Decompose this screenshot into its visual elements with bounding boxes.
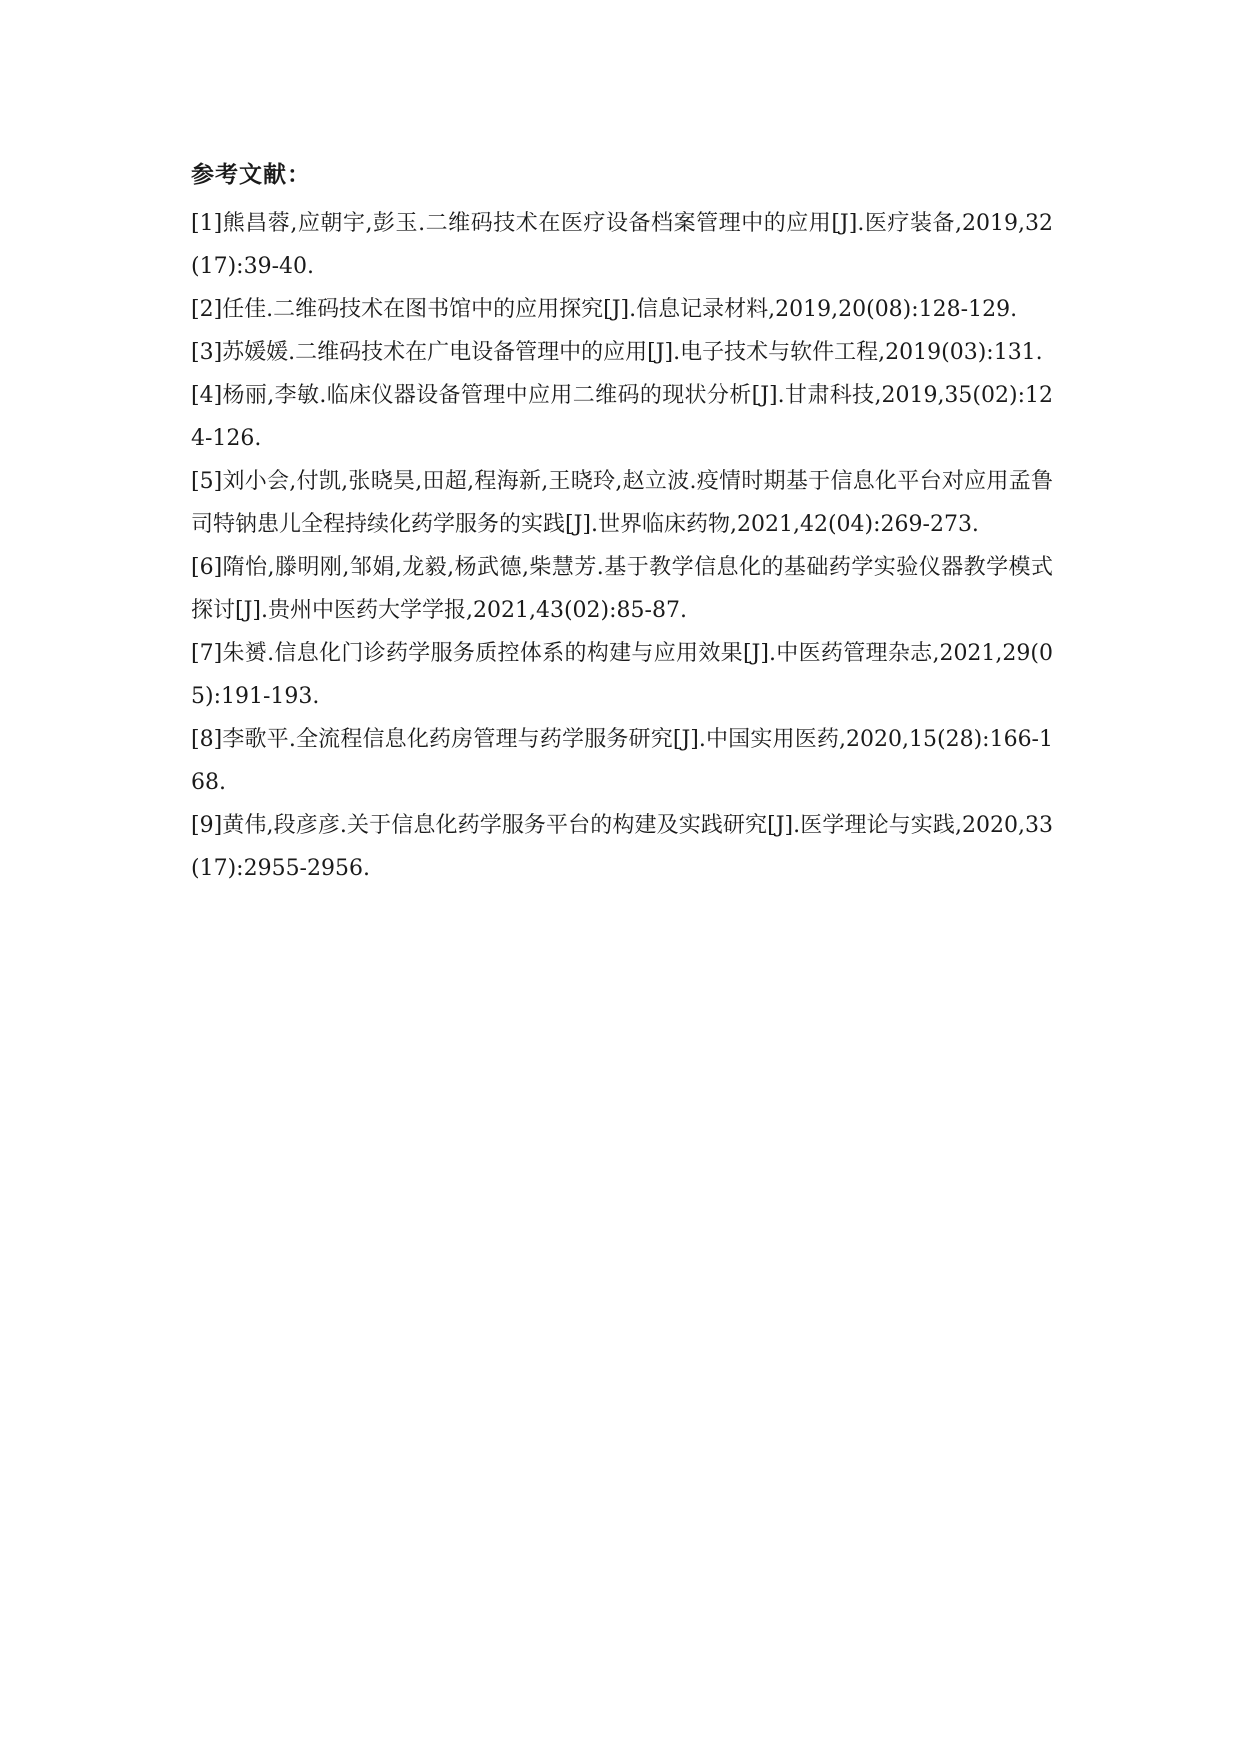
reference-item-4: [4]杨丽,李敏.临床仪器设备管理中应用二维码的现状分析[J].甘肃科技,2019,35(02):124-126. xyxy=(191,383,1053,451)
reference-item-5: [5]刘小会,付凯,张晓昊,田超,程海新,王晓玲,赵立波.疫情时期基于信息化平台对应用孟鲁司特钠患儿全程持续化药学服务的实践[J].世界临床药物,2021,42(04):269-273. xyxy=(191,469,1053,537)
reference-list xyxy=(191,202,1053,890)
reference-item-3: [3]苏媛媛.二维码技术在广电设备管理中的应用[J].电子技术与软件工程,2019(03):131. xyxy=(191,340,1043,365)
reference-item-1: [1]熊昌蓉,应朝宇,彭玉.二维码技术在医疗设备档案管理中的应用[J].医疗装备,2019,32(17):39-40. xyxy=(191,211,1053,279)
reference-item-2: [2]任佳.二维码技术在图书馆中的应用探究[J].信息记录材料,2019,20(08):128-129. xyxy=(191,297,1018,322)
reference-item-9: [9]黄伟,段彦彦.关于信息化药学服务平台的构建及实践研究[J].医学理论与实践,2020,33(17):2955-2956. xyxy=(191,813,1053,881)
references-section xyxy=(191,160,1053,890)
reference-item-7: [7]朱赟.信息化门诊药学服务质控体系的构建与应用效果[J].中医药管理杂志,2021,29(05):191-193. xyxy=(191,641,1053,709)
references-heading: 参考文献： xyxy=(191,162,311,188)
reference-item-6: [6]隋怡,滕明刚,邹娟,龙毅,杨武德,柴慧芳.基于教学信息化的基础药学实验仪器教学模式探讨[J].贵州中医药大学学报,2021,43(02):85-87. xyxy=(191,555,1053,623)
reference-item-8: [8]李歌平.全流程信息化药房管理与药学服务研究[J].中国实用医药,2020,15(28):166-168. xyxy=(191,727,1053,795)
